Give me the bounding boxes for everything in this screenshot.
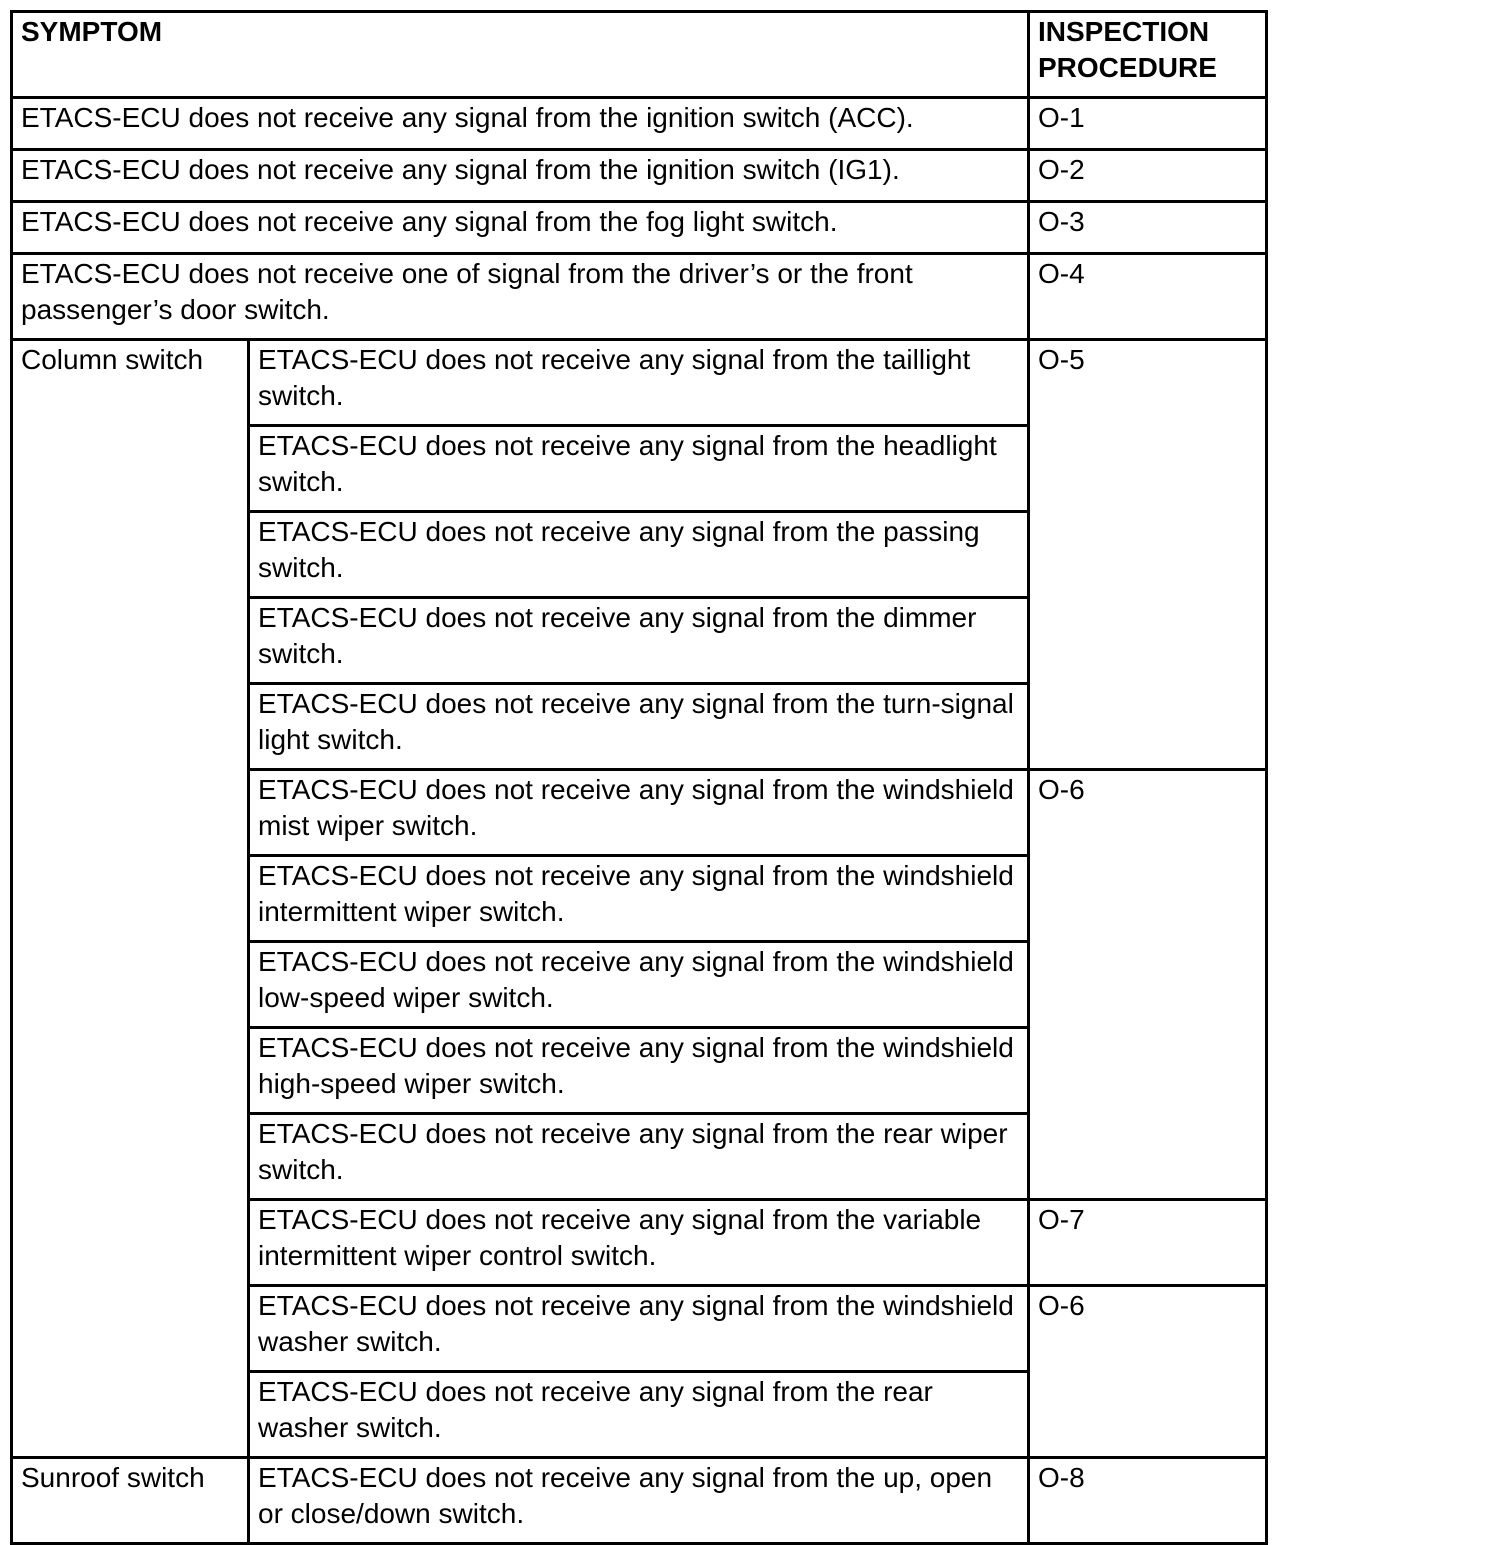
procedure-cell: O-3 (1029, 202, 1267, 254)
procedure-cell: O-4 (1029, 254, 1267, 340)
symptom-cell: ETACS-ECU does not receive any signal from the taillight switch. (249, 340, 1029, 426)
table-row (12, 1458, 1267, 1544)
symptom-cell: ETACS-ECU does not receive any signal from the passing switch. (249, 512, 1029, 598)
symptom-cell: ETACS-ECU does not receive any signal from the up, open or close/down switch. (249, 1458, 1029, 1544)
symptom-cell: ETACS-ECU does not receive any signal from the windshield intermittent wiper switch. (249, 856, 1029, 942)
header-row (12, 12, 1267, 98)
symptom-cell: ETACS-ECU does not receive any signal from the turn-signal light switch. (249, 684, 1029, 770)
table-row (12, 202, 1267, 254)
symptom-cell: ETACS-ECU does not receive any signal from the ignition switch (IG1). (12, 150, 1029, 202)
procedure-cell: O-6 (1029, 770, 1267, 1200)
symptom-cell: ETACS-ECU does not receive any signal from the rear washer switch. (249, 1372, 1029, 1458)
symptom-table (10, 10, 1268, 1545)
column-switch-label: Column switch (12, 340, 249, 1458)
header-inspection-procedure: INSPECTION PROCEDURE (1029, 12, 1267, 98)
header-symptom: SYMPTOM (12, 12, 1029, 98)
symptom-cell: ETACS-ECU does not receive any signal from the windshield high-speed wiper switch. (249, 1028, 1029, 1114)
symptom-cell: ETACS-ECU does not receive any signal from the headlight switch. (249, 426, 1029, 512)
symptom-cell: ETACS-ECU does not receive any signal from the variable intermittent wiper control switch. (249, 1200, 1029, 1286)
symptom-cell: ETACS-ECU does not receive any signal from the dimmer switch. (249, 598, 1029, 684)
table-row (12, 254, 1267, 340)
symptom-cell: ETACS-ECU does not receive one of signal from the driver’s or the front passenger’s door switch. (12, 254, 1029, 340)
symptom-cell: ETACS-ECU does not receive any signal from the ignition switch (ACC). (12, 98, 1029, 150)
procedure-cell: O-1 (1029, 98, 1267, 150)
symptom-cell: ETACS-ECU does not receive any signal from the rear wiper switch. (249, 1114, 1029, 1200)
sunroof-switch-label: Sunroof switch (12, 1458, 249, 1544)
table-row (12, 150, 1267, 202)
symptom-cell: ETACS-ECU does not receive any signal from the windshield low-speed wiper switch. (249, 942, 1029, 1028)
procedure-cell: O-8 (1029, 1458, 1267, 1544)
symptom-cell: ETACS-ECU does not receive any signal from the fog light switch. (12, 202, 1029, 254)
procedure-cell: O-5 (1029, 340, 1267, 770)
symptom-cell: ETACS-ECU does not receive any signal from the windshield mist wiper switch. (249, 770, 1029, 856)
procedure-cell: O-6 (1029, 1286, 1267, 1458)
table-row (12, 98, 1267, 150)
procedure-cell: O-7 (1029, 1200, 1267, 1286)
table-row (12, 340, 1267, 426)
procedure-cell: O-2 (1029, 150, 1267, 202)
symptom-cell: ETACS-ECU does not receive any signal from the windshield washer switch. (249, 1286, 1029, 1372)
